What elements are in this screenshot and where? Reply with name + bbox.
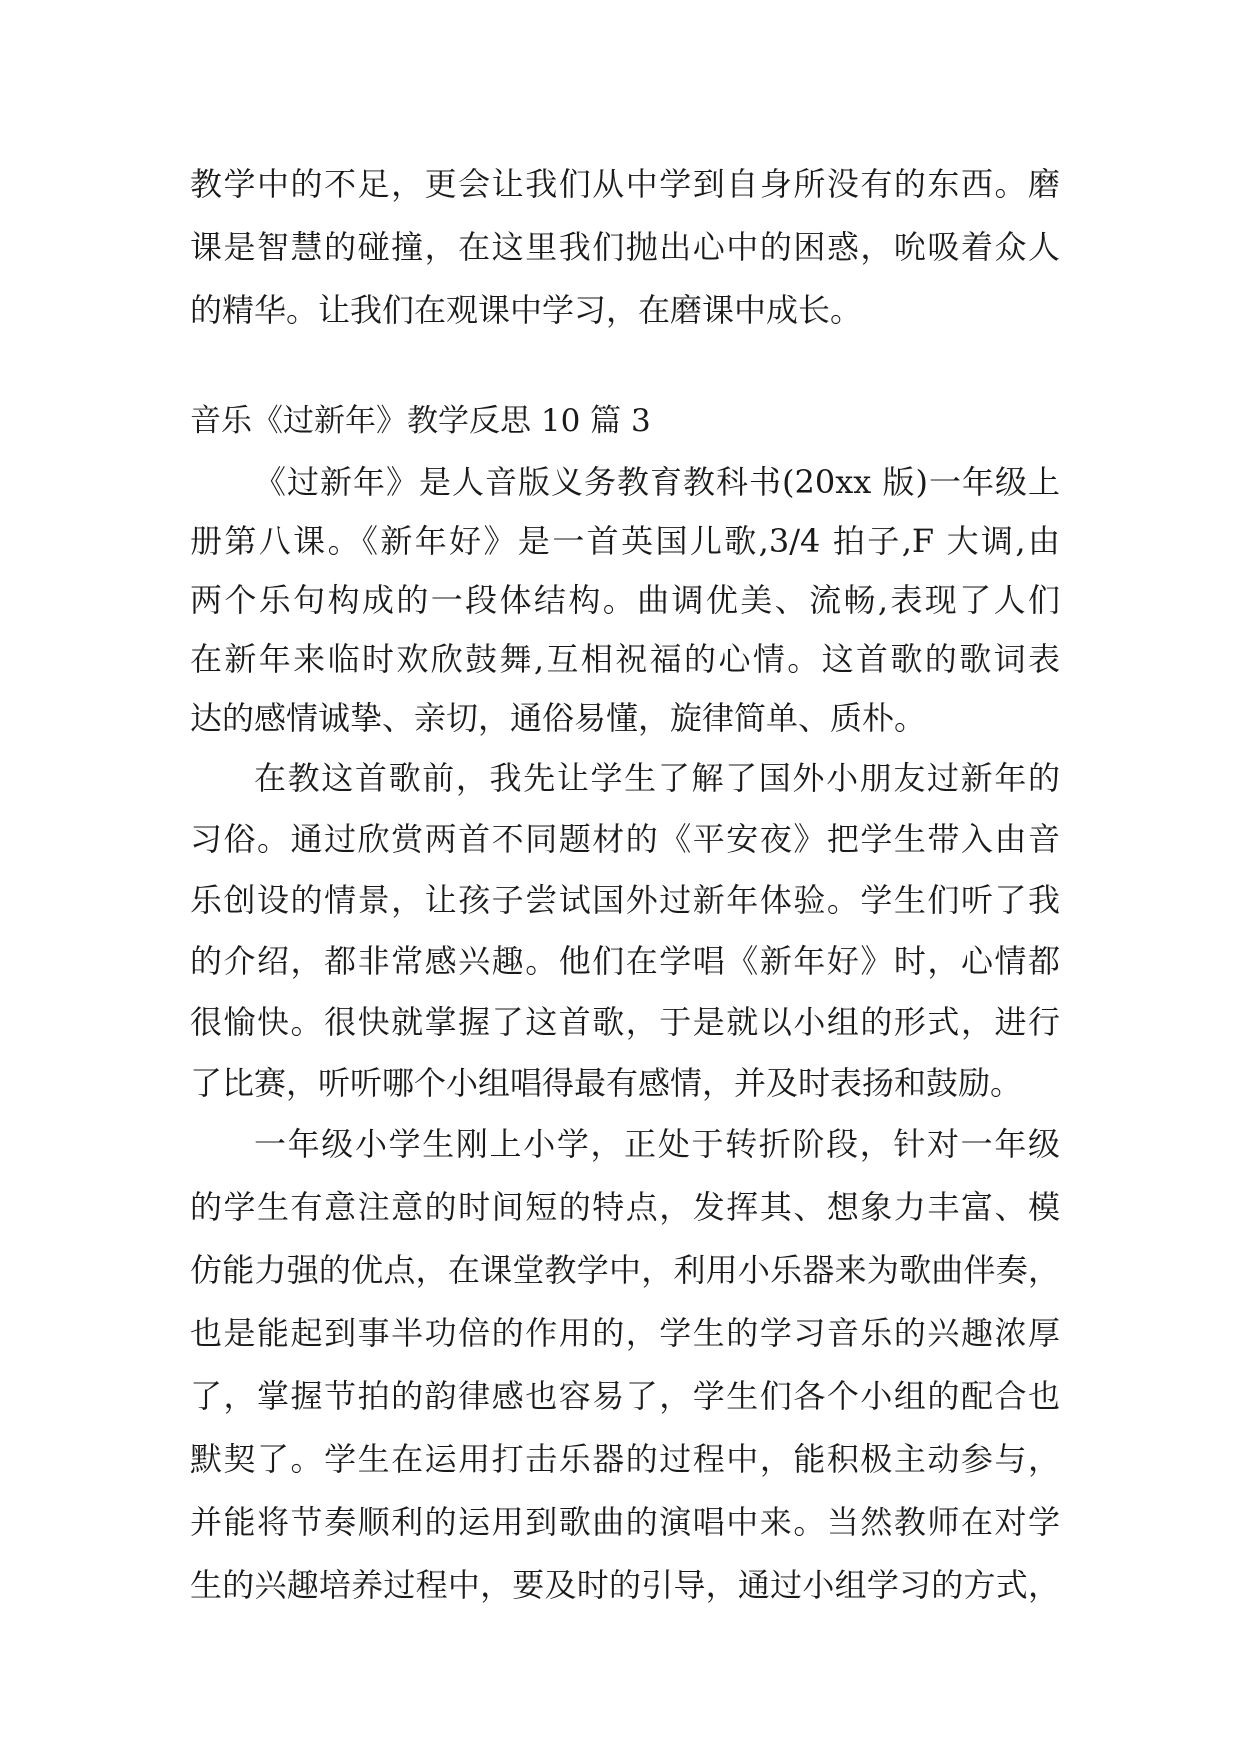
paragraph3-line-3: 仿能力强的优点，在课堂教学中，利用小乐器来为歌曲伴奏，	[190, 1251, 1060, 1289]
paragraph1-line-1: 《过新年》是人音版义务教育教科书(20xx 版)一年级上	[254, 463, 1060, 501]
paragraph3-line-1: 一年级小学生刚上小学，正处于转折阶段，针对一年级	[254, 1125, 1060, 1163]
paragraph3-line-4: 也是能起到事半功倍的作用的，学生的学习音乐的兴趣浓厚	[190, 1314, 1060, 1352]
paragraph3-line-2: 的学生有意注意的时间短的特点，发挥其、想象力丰富、模	[190, 1188, 1060, 1226]
paragraph1-line-4: 在新年来临时欢欣鼓舞,互相祝福的心情。这首歌的歌词表	[190, 640, 1060, 678]
paragraph2-line-4: 的介绍，都非常感兴趣。他们在学唱《新年好》时，心情都	[190, 942, 1060, 980]
section-heading: 音乐《过新年》教学反思 10 篇 3	[190, 403, 651, 439]
paragraph1-line-5: 达的感情诚挚、亲切，通俗易懂，旋律简单、质朴。	[190, 699, 927, 737]
intro-line-3: 的精华。让我们在观课中学习，在磨课中成长。	[190, 291, 863, 329]
paragraph3-line-8: 生的兴趣培养过程中，要及时的引导，通过小组学习的方式，	[190, 1566, 1060, 1604]
intro-line-1: 教学中的不足，更会让我们从中学到自身所没有的东西。磨	[190, 165, 1060, 203]
paragraph2-line-6: 了比赛，听听哪个小组唱得最有感情，并及时表扬和鼓励。	[190, 1064, 1023, 1102]
paragraph2-line-5: 很愉快。很快就掌握了这首歌，于是就以小组的形式，进行	[190, 1003, 1060, 1041]
paragraph1-line-3: 两个乐句构成的一段体结构。曲调优美、流畅,表现了人们	[190, 581, 1060, 619]
paragraph2-line-1: 在教这首歌前，我先让学生了解了国外小朋友过新年的	[254, 759, 1060, 797]
paragraph2-line-2: 习俗。通过欣赏两首不同题材的《平安夜》把学生带入由音	[190, 820, 1060, 858]
paragraph3-line-7: 并能将节奏顺利的运用到歌曲的演唱中来。当然教师在对学	[190, 1503, 1060, 1541]
intro-line-2: 课是智慧的碰撞，在这里我们抛出心中的困惑，吮吸着众人	[190, 228, 1060, 266]
paragraph3-line-5: 了，掌握节拍的韵律感也容易了，学生们各个小组的配合也	[190, 1377, 1060, 1415]
paragraph3-line-6: 默契了。学生在运用打击乐器的过程中，能积极主动参与，	[190, 1440, 1060, 1478]
paragraph1-line-2: 册第八课。《新年好》是一首英国儿歌,3/4 拍子,F 大调,由	[190, 522, 1060, 560]
paragraph2-line-3: 乐创设的情景，让孩子尝试国外过新年体验。学生们听了我	[190, 881, 1060, 919]
